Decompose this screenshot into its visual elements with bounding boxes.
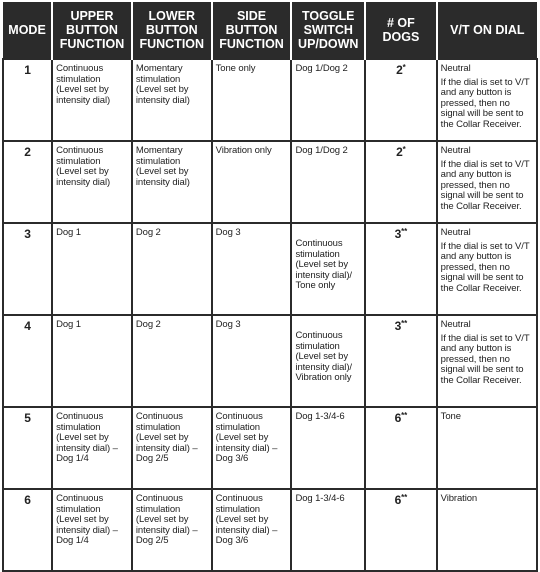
table-row (3, 489, 537, 571)
dial-note: If the dial is set to V/T and any button is pressed, then no signal will be sent to the Collar Receiver. (440, 158, 530, 212)
side-button-cell: Dog 3 (212, 315, 292, 407)
dial-setting: Neutral (440, 63, 471, 74)
header-vt-on-dial: V/T ON DIAL (437, 2, 537, 59)
dial-setting: Neutral (440, 145, 471, 156)
footnote-mark: * (402, 145, 406, 154)
dial-note: If the dial is set to V/T and any button is pressed, then no signal will be sent to the Collar Receiver. (440, 76, 530, 130)
vt-dial-cell (437, 141, 537, 223)
table-body (3, 59, 537, 571)
lower-button-cell: Continuous stimulation (Level set by intensity dial) – Dog 2/5 (132, 407, 212, 489)
dogs-count: 3 (394, 227, 402, 241)
mode-cell: 6 (3, 489, 52, 571)
vt-dial-cell (437, 489, 537, 571)
header-number-of-dogs: # OF DOGS (365, 2, 437, 59)
vt-dial-cell (437, 407, 537, 489)
dogs-count: 6 (394, 493, 402, 507)
header-toggle-switch: TOGGLE SWITCH UP/DOWN (291, 2, 365, 59)
upper-button-cell: Continuous stimulation (Level set by intensity dial) – Dog 1/4 (52, 407, 132, 489)
dial-setting: Tone (440, 411, 461, 422)
dial-note: If the dial is set to V/T and any button is pressed, then no signal will be sent to the Collar Receiver. (440, 332, 530, 386)
footnote-mark: ** (401, 411, 408, 420)
table-row (3, 223, 537, 315)
header-row (3, 2, 537, 59)
mode-cell: 3 (3, 223, 52, 315)
lower-button-cell: Continuous stimulation (Level set by intensity dial) – Dog 2/5 (132, 489, 212, 571)
upper-button-cell: Continuous stimulation (Level set by intensity dial) – Dog 1/4 (52, 489, 132, 571)
footnote-mark: ** (401, 493, 408, 502)
vt-dial-cell (437, 59, 537, 141)
header-mode: MODE (3, 2, 52, 59)
toggle-switch-cell: Dog 1-3/4-6 (291, 489, 365, 571)
mode-cell: 4 (3, 315, 52, 407)
side-button-cell: Tone only (212, 59, 292, 141)
dogs-count-cell (365, 59, 437, 141)
mode-cell: 1 (3, 59, 52, 141)
footnote-mark: ** (401, 227, 408, 236)
table-row (3, 59, 537, 141)
table-row (3, 141, 537, 223)
dogs-count-cell (365, 315, 437, 407)
lower-button-cell: Momentary stimulation (Level set by intensity dial) (132, 59, 212, 141)
side-button-cell: Continuous stimulation (Level set by intensity dial) – Dog 3/6 (212, 489, 292, 571)
dogs-count-cell (365, 407, 437, 489)
dial-setting: Neutral (440, 227, 471, 238)
dogs-count: 3 (394, 319, 402, 333)
footnote-mark: ** (401, 319, 408, 328)
dogs-count: 2 (396, 145, 403, 159)
footnote-mark: * (402, 63, 406, 72)
vt-dial-cell (437, 315, 537, 407)
upper-button-cell: Dog 1 (52, 315, 132, 407)
mode-cell: 2 (3, 141, 52, 223)
toggle-switch-cell: Continuous stimulation (Level set by intensity dial)/ Tone only (291, 223, 365, 315)
side-button-cell: Vibration only (212, 141, 292, 223)
header-side-button: SIDE BUTTON FUNCTION (212, 2, 292, 59)
toggle-switch-cell: Dog 1/Dog 2 (291, 141, 365, 223)
side-button-cell: Dog 3 (212, 223, 292, 315)
dogs-count-cell (365, 223, 437, 315)
vt-dial-cell (437, 223, 537, 315)
toggle-switch-cell: Continuous stimulation (Level set by intensity dial)/ Vibration only (291, 315, 365, 407)
lower-button-cell: Dog 2 (132, 223, 212, 315)
lower-button-cell: Dog 2 (132, 315, 212, 407)
header-lower-button: LOWER BUTTON FUNCTION (132, 2, 212, 59)
dial-setting: Vibration (440, 493, 478, 504)
toggle-switch-cell: Dog 1-3/4-6 (291, 407, 365, 489)
mode-function-table (2, 2, 538, 572)
upper-button-cell: Continuous stimulation (Level set by intensity dial) (52, 141, 132, 223)
header-upper-button: UPPER BUTTON FUNCTION (52, 2, 132, 59)
table-row (3, 315, 537, 407)
upper-button-cell: Continuous stimulation (Level set by intensity dial) (52, 59, 132, 141)
dogs-count-cell (365, 489, 437, 571)
mode-cell: 5 (3, 407, 52, 489)
dial-setting: Neutral (440, 319, 471, 330)
lower-button-cell: Momentary stimulation (Level set by intensity dial) (132, 141, 212, 223)
side-button-cell: Continuous stimulation (Level set by intensity dial) – Dog 3/6 (212, 407, 292, 489)
upper-button-cell: Dog 1 (52, 223, 132, 315)
dial-note: If the dial is set to V/T and any button is pressed, then no signal will be sent to the Collar Receiver. (440, 240, 530, 294)
dogs-count: 6 (394, 411, 402, 425)
dogs-count: 2 (396, 63, 403, 77)
table-row (3, 407, 537, 489)
dogs-count-cell (365, 141, 437, 223)
table-header (3, 2, 537, 59)
toggle-switch-cell: Dog 1/Dog 2 (291, 59, 365, 141)
